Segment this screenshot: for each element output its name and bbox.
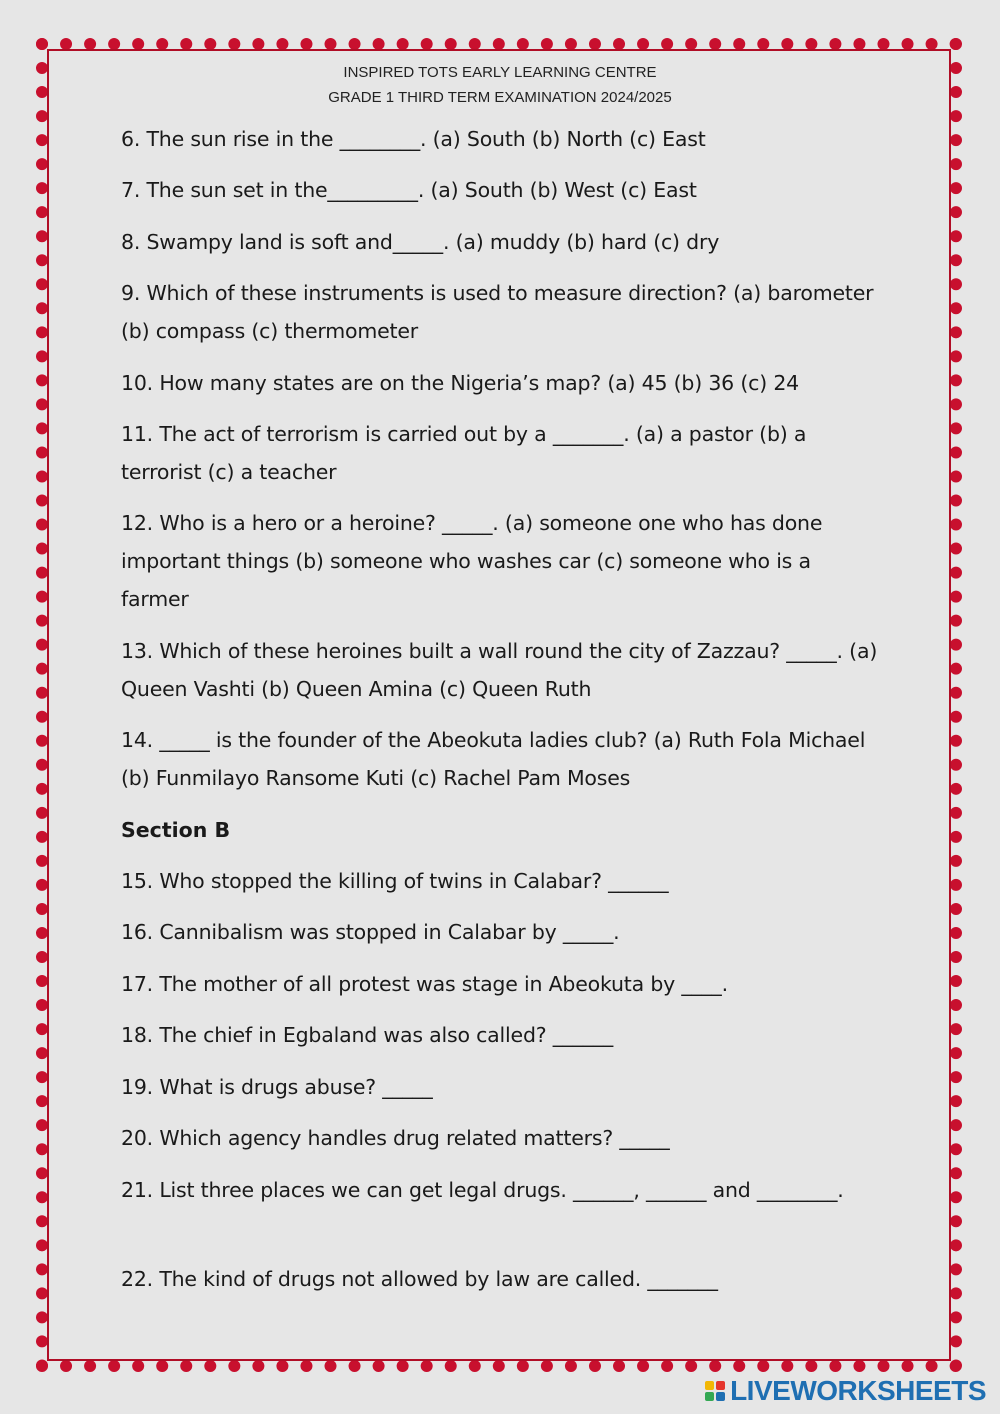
question-12: 12. Who is a hero or a heroine? _____. (a) someone one who has done important things (b) someone who washes car (c) someone who is a farmer: [121, 511, 823, 611]
question-7: 7. The sun set in the_________. (a) South (b) West (c) East: [121, 178, 697, 202]
question-9: 9. Which of these instruments is used to measure direction? (a) barometer (b) compass (c) thermometer: [121, 281, 874, 343]
question-13: 13. Which of these heroines built a wall round the city of Zazzau? _____. (a) Queen Vashti (b) Queen Amina (c) Queen Ruth: [121, 639, 878, 701]
question-6: 6. The sun rise in the ________. (a) South (b) North (c) East: [121, 127, 706, 151]
liveworksheets-logo[interactable]: [705, 1373, 986, 1409]
question-20: 20. Which agency handles drug related matters? _____: [121, 1126, 670, 1150]
question-8: 8. Swampy land is soft and_____. (a) muddy (b) hard (c) dry: [121, 230, 720, 254]
question-18: 18. The chief in Egbaland was also called? ______: [121, 1023, 614, 1047]
question-14: 14. _____ is the founder of the Abeokuta ladies club? (a) Ruth Fola Michael (b) Funmilayo Ransome Kuti (c) Rachel Pam Moses: [121, 728, 866, 790]
question-19: 19. What is drugs abuse? _____: [121, 1075, 433, 1099]
question-21: 21. List three places we can get legal drugs. ______, ______ and ________.: [121, 1178, 844, 1202]
question-17: 17. The mother of all protest was stage in Abeokuta by ____.: [121, 972, 728, 996]
question-22: 22. The kind of drugs not allowed by law are called. _______: [121, 1267, 718, 1291]
logo-text: LIVEWORKSHEETS: [730, 1375, 986, 1406]
question-15: 15. Who stopped the killing of twins in Calabar? ______: [121, 869, 669, 893]
liveworksheets-icon: [705, 1381, 725, 1401]
section-b-heading: Section B: [121, 818, 231, 842]
question-10: 10. How many states are on the Nigeria’s map? (a) 45 (b) 36 (c) 24: [121, 371, 800, 395]
question-11: 11. The act of terrorism is carried out by a _______. (a) a pastor (b) a terrorist (c) a teacher: [121, 422, 807, 484]
question-16: 16. Cannibalism was stopped in Calabar by _____.: [121, 920, 620, 944]
school-name: INSPIRED TOTS EARLY LEARNING CENTRE: [343, 64, 657, 81]
exam-title: GRADE 1 THIRD TERM EXAMINATION 2024/2025: [328, 89, 672, 106]
